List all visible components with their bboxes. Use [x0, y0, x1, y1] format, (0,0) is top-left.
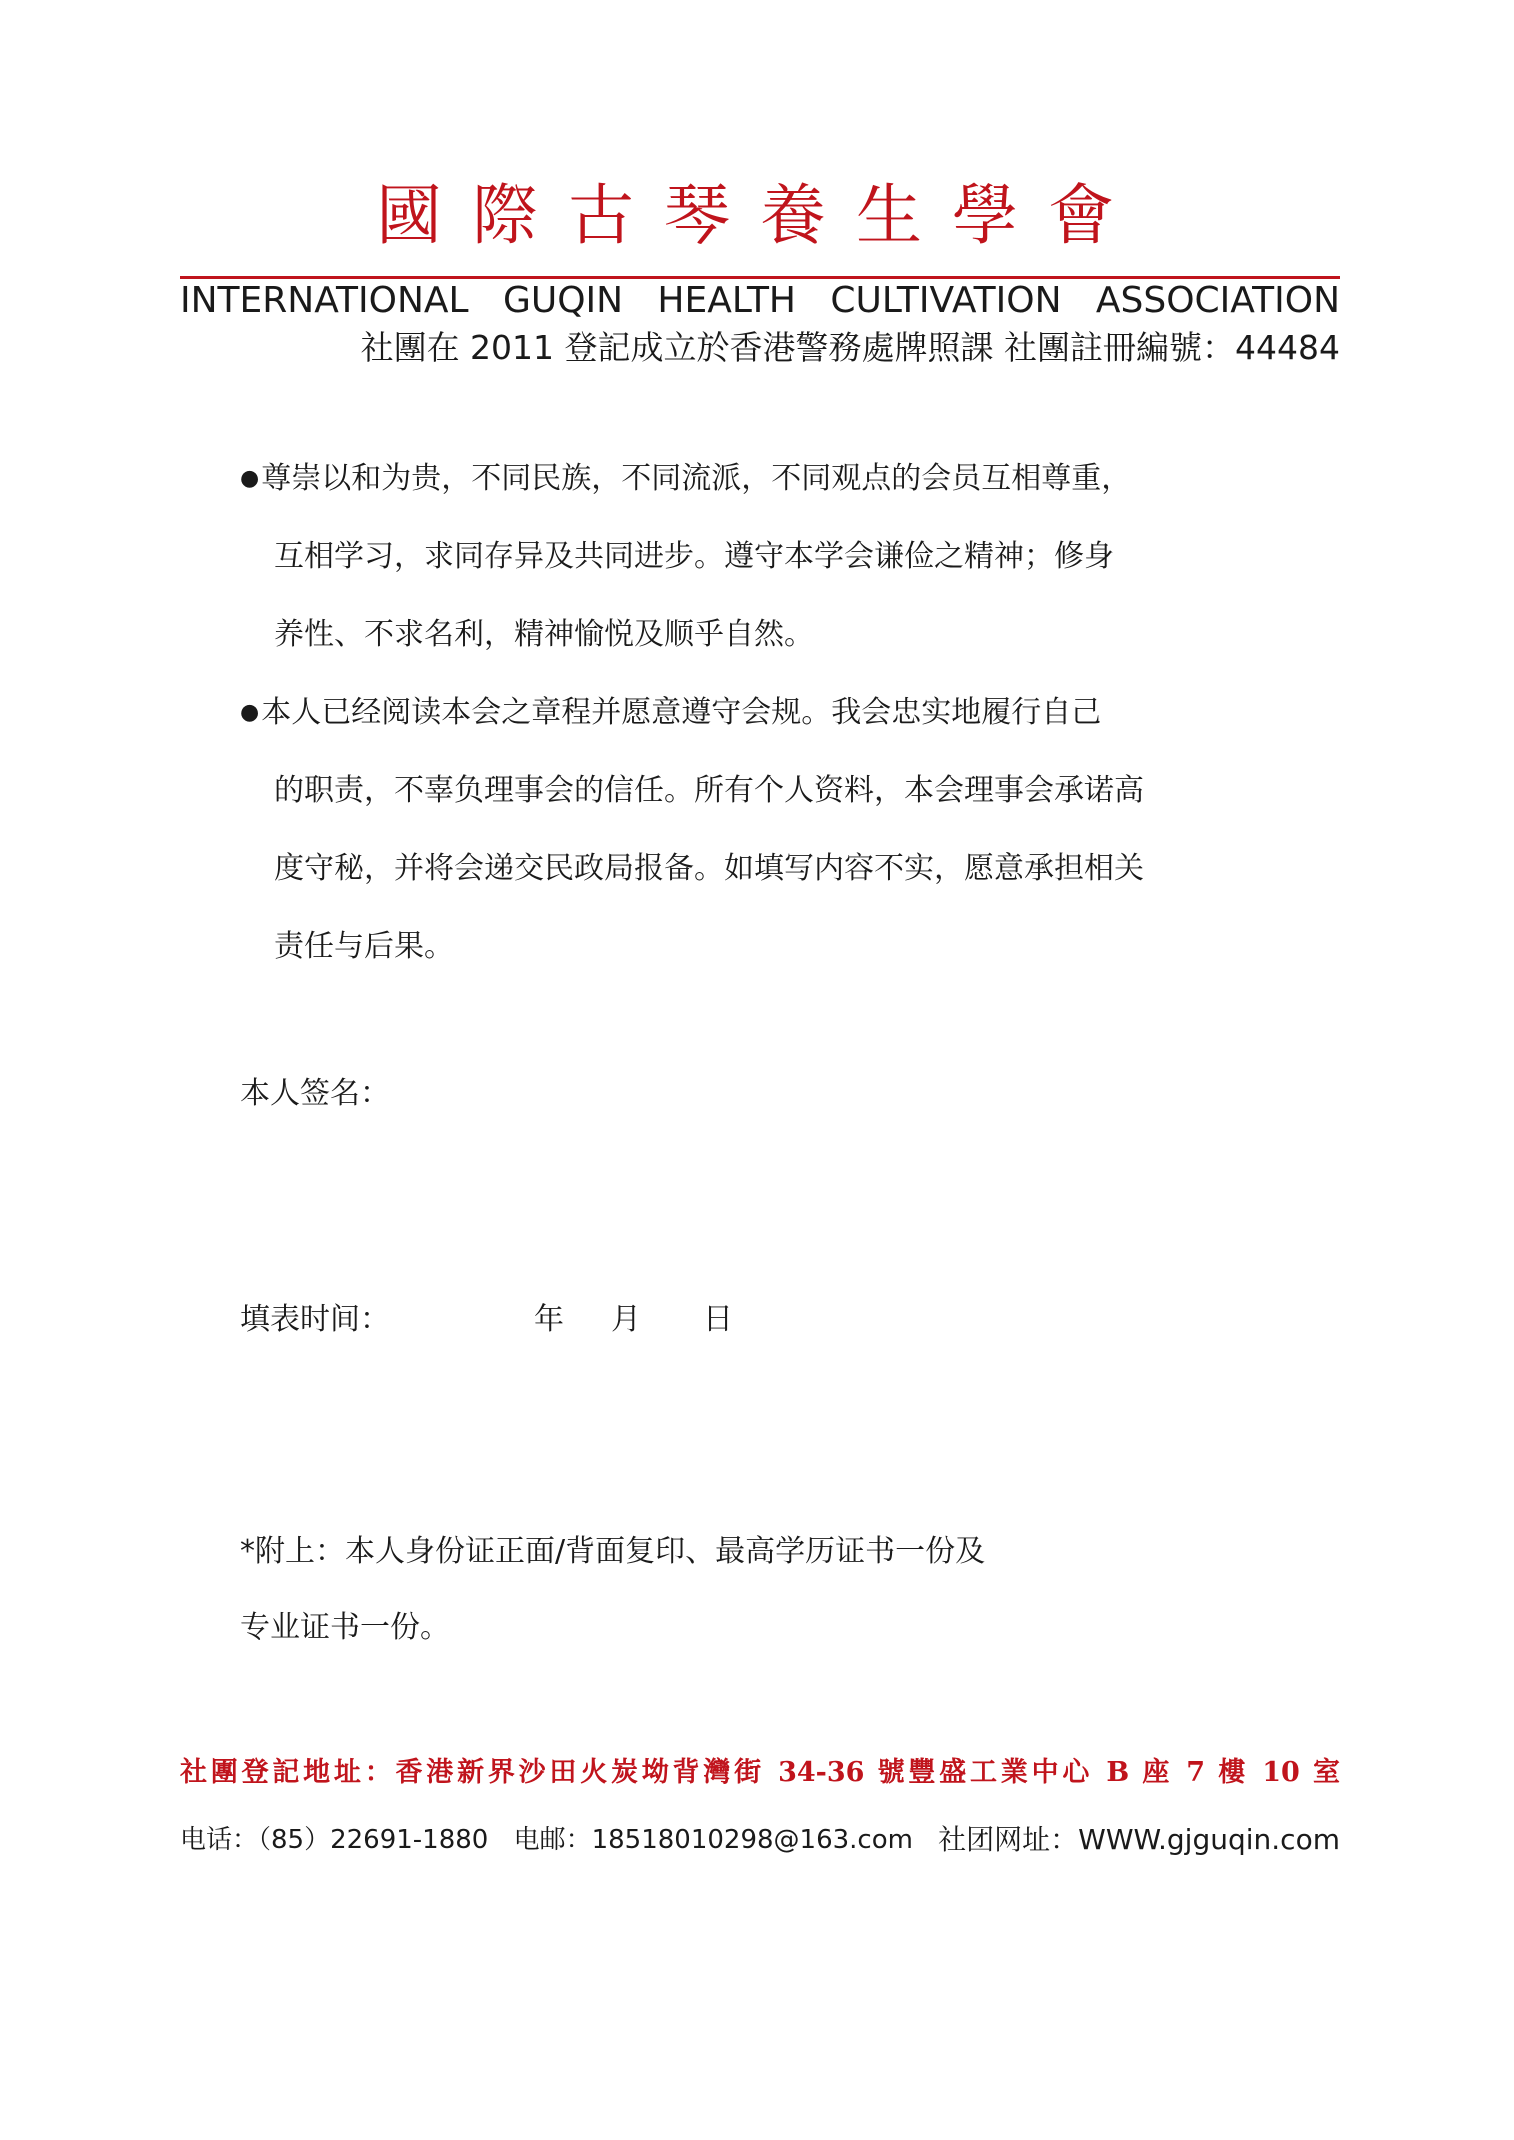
date-year-label: 年 [534, 1302, 564, 1337]
attachment-note-line2: 专业证书一份。 [240, 1610, 450, 1645]
pledge-line: 责任与后果。 [274, 929, 454, 964]
email-address: 电邮：18518010298@163.com [513, 1825, 913, 1855]
signature-label: 本人签名： [240, 1076, 390, 1111]
bullet-icon: ● [240, 466, 260, 491]
pledge-line: 的职责，不辜负理事会的信任。所有个人资料，本会理事会承诺高 [274, 773, 1144, 808]
pledge-line: ●尊崇以和为贵，不同民族，不同流派，不同观点的会员互相尊重， [240, 461, 1132, 496]
pledge-line: 互相学习，求同存异及共同进步。遵守本学会谦俭之精神；修身 [274, 539, 1114, 574]
association-title-english: INTERNATIONAL GUQIN HEALTH CULTIVATION ASSOCIATION [180, 280, 1340, 321]
contact-info [180, 1818, 1340, 1862]
date-month-label: 月 [611, 1302, 641, 1337]
pledge-section [240, 440, 1240, 986]
pledge-line: 养性、不求名利，精神愉悦及顺乎自然。 [274, 617, 814, 652]
pledge-line: 度守秘，并将会递交民政局报备。如填写内容不实，愿意承担相关 [274, 851, 1144, 886]
date-label: 填表时间： [240, 1302, 390, 1337]
association-title-chinese: 國際古琴養生學會 [376, 177, 1144, 254]
website-url: 社团网址：WWW.gjguqin.com [938, 1823, 1340, 1856]
registered-address: 社團登記地址：香港新界沙田火炭坳背灣街 34-36 號豐盛工業中心 B 座 7 樓 10 室 [180, 1757, 1340, 1788]
attachment-note-line1: *附上：本人身份证正面/背面复印、最高学历证书一份及 [240, 1534, 986, 1569]
phone-number: 电话：（85）22691-1880 [180, 1825, 489, 1855]
bullet-icon: ● [240, 700, 260, 725]
pledge-line: ●本人已经阅读本会之章程并愿意遵守会规。我会忠实地履行自己 [240, 695, 1102, 730]
registration-info: 社團在 2011 登記成立於香港警務處牌照課 社團註冊編號：44484 [360, 328, 1340, 367]
date-day-label: 日 [703, 1302, 733, 1337]
